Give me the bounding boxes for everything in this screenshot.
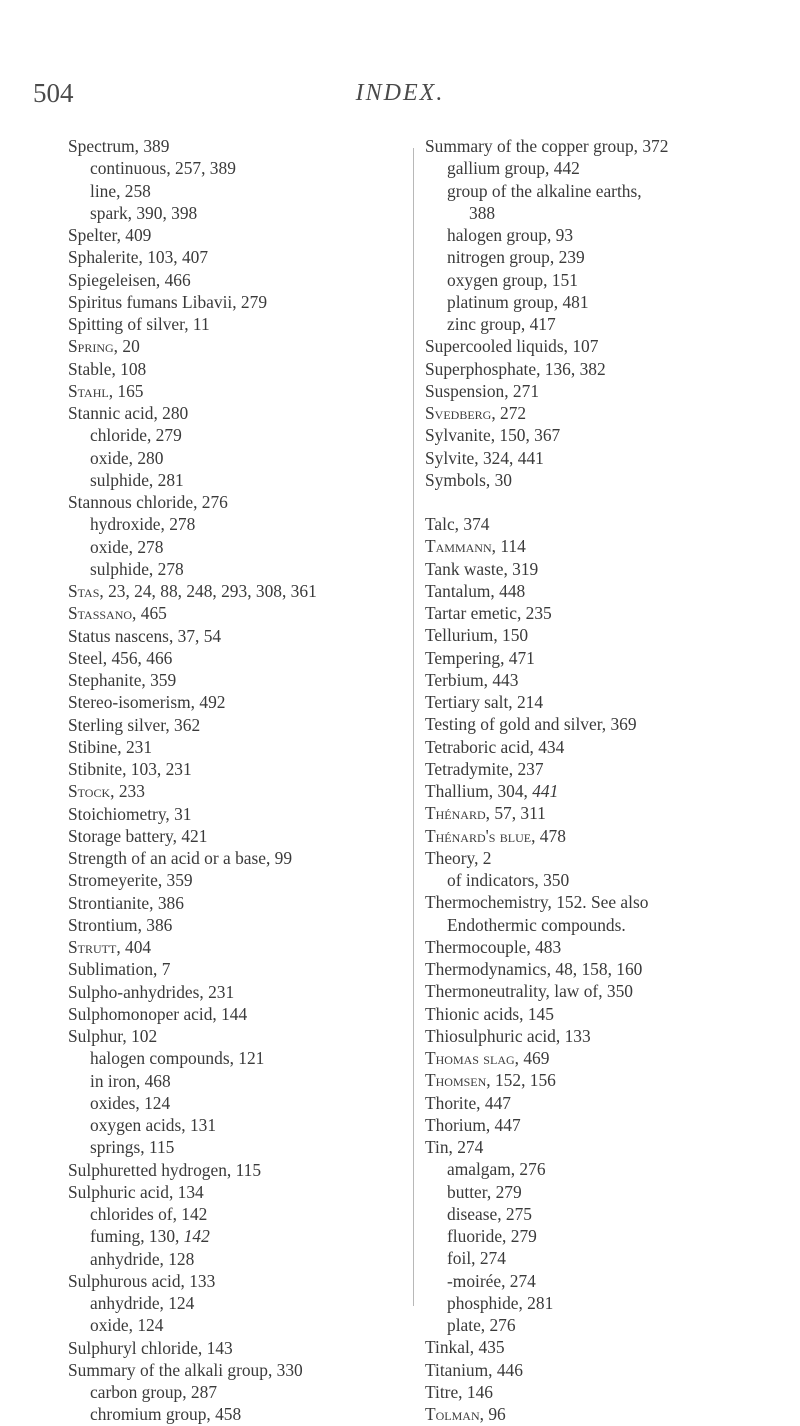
index-entry (425, 691, 775, 713)
index-entry (425, 580, 775, 602)
index-entry (68, 1403, 398, 1425)
index-entry (425, 335, 775, 357)
index-entry (68, 513, 398, 535)
index-entry (68, 1381, 398, 1403)
index-entry-text: Sulpho-anhydrides, 231 (68, 981, 235, 1002)
index-entry-text: fluoride, 279 (447, 1226, 537, 1246)
index-entry-text: chromium group, 458 (90, 1404, 242, 1425)
index-entry (68, 1070, 398, 1092)
index-entry-text: oxide, 280 (90, 447, 164, 468)
index-entry-text: Thénard's blue, 478 (425, 825, 566, 846)
index-entry (68, 424, 398, 446)
index-entry (425, 402, 775, 424)
index-entry-text: Sterling silver, 362 (68, 714, 201, 735)
index-entry (68, 1114, 398, 1136)
index-entry-text: Tertiary salt, 214 (425, 692, 544, 712)
index-entry-text: oxygen group, 151 (447, 269, 578, 290)
index-entry (425, 1359, 775, 1381)
index-entry-text: Stephanite, 359 (68, 670, 177, 690)
index-entry-text: Thiosulphuric acid, 133 (425, 1025, 591, 1046)
index-entry (68, 981, 398, 1003)
index-entry-text: Thorium, 447 (425, 1114, 521, 1135)
index-entry (68, 1314, 398, 1336)
index-entry-text: Sphalerite, 103, 407 (68, 247, 209, 268)
index-entry-text: Storage battery, 421 (68, 825, 208, 846)
index-entry-text: Svedberg, 272 (425, 403, 527, 423)
index-entry (425, 713, 775, 735)
index-entry (425, 980, 775, 1002)
index-entry (68, 625, 398, 647)
index-entry (68, 869, 398, 891)
index-entry-text: Thallium, 304, (425, 781, 533, 801)
index-entry (425, 624, 775, 646)
index-entry (68, 1359, 398, 1381)
index-entry-text: oxygen acids, 131 (90, 1115, 217, 1135)
index-entry (425, 1158, 775, 1180)
index-entry (68, 1225, 398, 1247)
index-entry-text: sulphide, 281 (90, 469, 184, 490)
index-entry-text: plate, 276 (447, 1315, 516, 1335)
index-entry (425, 1003, 775, 1025)
index-entry-text: Tinkal, 435 (425, 1337, 505, 1358)
index-entry-text: Tartar emetic, 235 (425, 603, 552, 623)
index-entry (425, 1247, 775, 1269)
index-entry (68, 1248, 398, 1270)
index-entry (425, 1025, 775, 1047)
index-entry-text: halogen compounds, 121 (90, 1048, 265, 1069)
index-entry (68, 958, 398, 980)
index-entry (68, 291, 398, 313)
index-entry-text: Stannous chloride, 276 (68, 492, 228, 512)
index-entry (68, 892, 398, 914)
index-entry-text: Testing of gold and silver, 369 (425, 714, 637, 735)
index-entry (68, 914, 398, 936)
index-entry (68, 1159, 398, 1181)
index-entry (425, 891, 775, 913)
index-entry (425, 380, 775, 402)
index-entry-text: amalgam, 276 (447, 1159, 546, 1180)
index-entry (425, 914, 775, 936)
index-entry-text: Talc, 374 (425, 514, 490, 534)
index-entry (425, 157, 775, 179)
index-entry (425, 602, 775, 624)
index-entry (68, 335, 398, 357)
index-entry-text: Stibine, 231 (68, 736, 153, 757)
index-entry-text: fuming, 130, (90, 1226, 184, 1247)
index-entry-text: Thermoneutrality, law of, 350 (425, 981, 633, 1002)
index-entry-text: Thermodynamics, 48, 158, 160 (425, 959, 643, 979)
index-entry (425, 246, 775, 268)
index-entry-text: Stromeyerite, 359 (68, 870, 193, 891)
index-entry (425, 1292, 775, 1314)
index-entry (425, 513, 775, 535)
index-entry-text: Tellurium, 150 (425, 625, 529, 646)
index-entry-text: Tetradymite, 237 (425, 758, 544, 779)
index-entry (425, 1203, 775, 1225)
index-entry (68, 536, 398, 558)
index-entry (425, 313, 775, 335)
index-entry-text: -moirée, 274 (447, 1270, 536, 1291)
index-entry-text: Sublimation, 7 (68, 959, 171, 980)
index-entry (68, 157, 398, 179)
index-entry-text: springs, 115 (90, 1137, 175, 1158)
index-entry-text: continuous, 257, 389 (90, 158, 236, 179)
index-entry-text: Sulphuric acid, 134 (68, 1181, 204, 1202)
index-entry-text: Sulphuretted hydrogen, 115 (68, 1159, 262, 1180)
index-entry-text: Titre, 146 (425, 1381, 493, 1402)
index-entry-text: Titanium, 446 (425, 1359, 523, 1380)
index-entry (425, 1381, 775, 1403)
index-entry (425, 869, 775, 891)
index-entry-text: zinc group, 417 (447, 314, 556, 334)
index-entry (425, 1225, 775, 1247)
index-entry (425, 1314, 775, 1336)
index-entry-text: Superphosphate, 136, 382 (425, 358, 606, 379)
index-entry (425, 780, 775, 802)
index-entry (425, 224, 775, 246)
index-entry-text: Stable, 108 (68, 358, 147, 379)
index-entry-text: Thomas slag, 469 (425, 1048, 550, 1068)
index-entry-text: disease, 275 (447, 1203, 533, 1224)
index-entry-italic-page: 441 (532, 781, 559, 801)
index-entry-text: Stock, 233 (68, 781, 145, 802)
index-entry (425, 825, 775, 847)
index-entry-text: Strutt, 404 (68, 937, 152, 957)
index-entry-italic-page: 142 (183, 1226, 210, 1247)
index-entry-text: sulphide, 278 (90, 558, 184, 579)
index-entry (68, 1092, 398, 1114)
index-entry (68, 558, 398, 580)
index-entry (68, 135, 398, 157)
index-entry (68, 803, 398, 825)
index-entry-text: Tolman, 96 (425, 1404, 506, 1424)
index-entry (68, 491, 398, 513)
index-entry (425, 358, 775, 380)
index-entry-text: Spelter, 409 (68, 225, 152, 245)
index-entry-text: Strontium, 386 (68, 914, 173, 935)
index-entry-text: Status nascens, 37, 54 (68, 625, 222, 646)
index-entry (425, 558, 775, 580)
index-entry-text: Tammann, 114 (425, 536, 526, 557)
index-entry-text: Sylvite, 324, 441 (425, 447, 544, 468)
index-entry (68, 669, 398, 691)
index-entry-text: Stassano, 465 (68, 603, 167, 624)
index-entry (68, 580, 398, 602)
index-entry-text: Theory, 2 (425, 847, 492, 868)
index-entry-text: group of the alkaline earths, (447, 180, 642, 201)
index-entry-text: Sulphomonoper acid, 144 (68, 1003, 248, 1024)
index-entry (425, 535, 775, 557)
index-entry-text: 388 (469, 202, 496, 223)
index-entry-text: Sulphurous acid, 133 (68, 1270, 216, 1291)
index-entry (425, 1047, 775, 1069)
index-entry-text: platinum group, 481 (447, 291, 589, 312)
index-entry (425, 1069, 775, 1091)
index-entry (68, 402, 398, 424)
index-entry-text: phosphide, 281 (447, 1292, 554, 1313)
index-entry-text: Stereo-isomerism, 492 (68, 692, 226, 713)
index-entry (68, 780, 398, 802)
index-entry-text: Terbium, 443 (425, 669, 519, 690)
index-entry (68, 936, 398, 958)
index-entry-text: Spitting of silver, 11 (68, 314, 210, 334)
index-entry-text: spark, 390, 398 (90, 202, 198, 223)
index-entry-text: chloride, 279 (90, 425, 182, 446)
index-entry (425, 669, 775, 691)
index-entry (425, 1092, 775, 1114)
index-entry-text: Summary of the copper group, 372 (425, 136, 669, 156)
index-entry-text: Thomsen, 152, 156 (425, 1070, 556, 1091)
index-entry (68, 269, 398, 291)
index-entry (68, 602, 398, 624)
index-entry-text: oxide, 278 (90, 536, 164, 557)
index-entry (68, 202, 398, 224)
index-entry-text: Thionic acids, 145 (425, 1003, 554, 1024)
column-divider (413, 148, 414, 1306)
index-entry (68, 647, 398, 669)
index-entry (68, 1047, 398, 1069)
index-entry-text: chlorides of, 142 (90, 1204, 208, 1224)
index-entry-text: halogen group, 93 (447, 225, 574, 245)
index-entry-text: Sylvanite, 150, 367 (425, 425, 561, 446)
index-entry-text: line, 258 (90, 180, 151, 201)
index-entry (68, 736, 398, 758)
index-entry (425, 447, 775, 469)
index-entry-text: gallium group, 442 (447, 158, 580, 179)
running-head-title: INDEX. (355, 80, 445, 106)
index-entry-text: Summary of the alkali group, 330 (68, 1359, 303, 1380)
index-entry-text: Stoichiometry, 31 (68, 803, 192, 824)
index-entry (68, 714, 398, 736)
index-entry-text: Thénard, 57, 311 (425, 803, 546, 824)
index-entry-text: Spectrum, 389 (68, 136, 170, 156)
index-entry (68, 1025, 398, 1047)
index-entry (425, 1181, 775, 1203)
page-number: 504 (33, 78, 74, 108)
index-entry-text: Spiegeleisen, 466 (68, 269, 191, 290)
index-entry (68, 1203, 398, 1225)
index-entry (425, 1336, 775, 1358)
index-entry (68, 180, 398, 202)
index-entry-text: Symbols, 30 (425, 469, 512, 490)
index-entry-text: oxides, 124 (90, 1092, 171, 1113)
index-entry (68, 758, 398, 780)
index-entry-text: Stannic acid, 280 (68, 403, 189, 423)
index-entry (425, 936, 775, 958)
index-entry (425, 202, 775, 224)
index-entry-text: Strength of an acid or a base, 99 (68, 848, 293, 868)
index-entry (68, 825, 398, 847)
index-entry-text: foil, 274 (447, 1248, 506, 1269)
index-entry (425, 1403, 775, 1425)
index-entry (425, 424, 775, 446)
index-entry-text: Thorite, 447 (425, 1092, 511, 1113)
index-entry (425, 1270, 775, 1292)
index-entry (68, 313, 398, 335)
index-entry (68, 1337, 398, 1359)
index-entry (425, 847, 775, 869)
index-entry (425, 647, 775, 669)
index-entry (425, 469, 775, 491)
index-entry (68, 469, 398, 491)
index-entry-text: Sulphuryl chloride, 143 (68, 1337, 233, 1358)
index-entry-text: oxide, 124 (90, 1315, 164, 1336)
index-column-left (68, 135, 398, 1426)
index-entry (68, 1181, 398, 1203)
index-entry-text: Stas, 23, 24, 88, 248, 293, 308, 361 (68, 581, 317, 601)
index-entry (68, 1136, 398, 1158)
index-entry-text: carbon group, 287 (90, 1382, 218, 1402)
index-entry (68, 1270, 398, 1292)
index-entry-text: Endothermic compounds. (447, 914, 626, 935)
index-entry-text: Tantalum, 448 (425, 580, 526, 601)
index-column-right (425, 135, 775, 1425)
index-entry (425, 736, 775, 758)
index-entry-text: Spiritus fumans Libavii, 279 (68, 291, 268, 312)
index-entry (68, 358, 398, 380)
index-entry-text: Suspension, 271 (425, 380, 540, 401)
index-entry-text: Stahl, 165 (68, 380, 144, 401)
index-entry-text: Tetraboric acid, 434 (425, 736, 565, 757)
index-entry (68, 447, 398, 469)
index-entry (68, 847, 398, 869)
index-entry-text: Tank waste, 319 (425, 558, 539, 579)
index-entry-text: Tin, 274 (425, 1137, 484, 1157)
index-entry-text: Stibnite, 103, 231 (68, 759, 192, 779)
index-entry-text: Strontianite, 386 (68, 892, 184, 913)
index-entry-text: butter, 279 (447, 1181, 522, 1202)
index-entry (425, 180, 775, 202)
index-entry (68, 691, 398, 713)
index-entry-text: Tempering, 471 (425, 647, 535, 668)
index-entry (425, 1136, 775, 1158)
index-entry-text: anhydride, 128 (90, 1248, 195, 1269)
index-entry-text: Thermochemistry, 152. See also (425, 892, 649, 913)
index-entry (425, 758, 775, 780)
index-entry-text: Sulphur, 102 (68, 1026, 158, 1046)
index-entry (425, 291, 775, 313)
index-entry (425, 802, 775, 824)
index-entry-text: in iron, 468 (90, 1070, 171, 1091)
index-entry-text: of indicators, 350 (447, 870, 570, 890)
index-entry (68, 224, 398, 246)
index-entry (425, 135, 775, 157)
index-entry (68, 380, 398, 402)
index-entry (68, 1003, 398, 1025)
index-entry-text: Steel, 456, 466 (68, 647, 173, 668)
index-entry-text: anhydride, 124 (90, 1293, 195, 1313)
index-entry (425, 269, 775, 291)
index-entry-text: Supercooled liquids, 107 (425, 336, 599, 357)
index-entry-text: hydroxide, 278 (90, 514, 196, 535)
index-entry (68, 1292, 398, 1314)
index-entry-text: Thermocouple, 483 (425, 936, 562, 957)
index-entry-text: Spring, 20 (68, 336, 140, 357)
index-entry (425, 1114, 775, 1136)
index-entry-text: nitrogen group, 239 (447, 247, 585, 268)
index-entry (425, 958, 775, 980)
index-entry (68, 246, 398, 268)
